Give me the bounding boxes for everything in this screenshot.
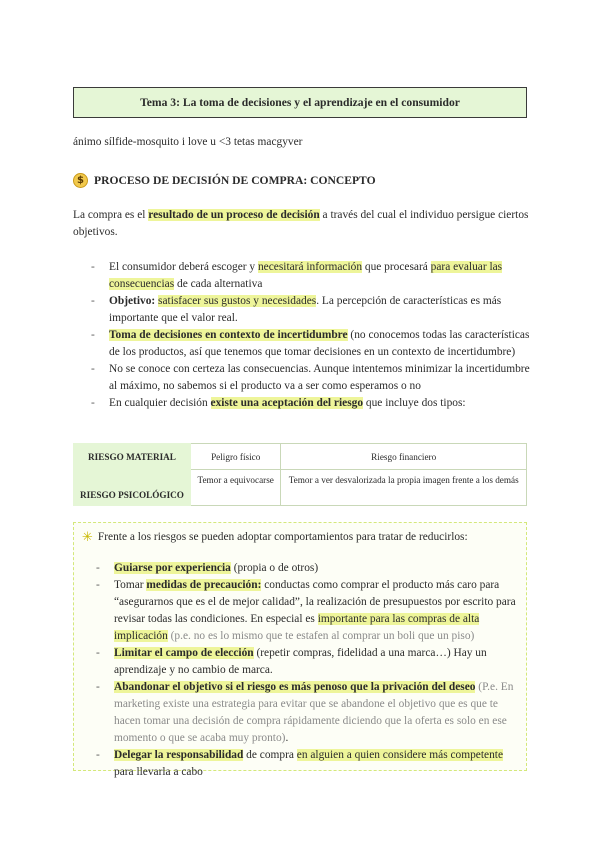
risk-table-cell: Temor a ver desvalorizada la propia imagen frente a los demás bbox=[281, 470, 527, 506]
intro-line: ánimo sílfide-mosquito i love u <3 tetas macgyver bbox=[73, 136, 303, 148]
list-item: - Tomar medidas de precaución: conductas como comprar el producto más caro para “asegurarnos que es el de mejor calidad”, la realización de presupuestos por escrito para revisar todas las condiciones. En especial es importante para las compras de alta implicación (p.e. no es lo mismo que te estafen al comprar un boli que un piso) bbox=[80, 577, 524, 645]
list-item: - Guiarse por experiencia (propia o de otros) bbox=[80, 560, 524, 577]
list-item: - Toma de decisiones en contexto de incertidumbre (no conocemos todas las características de los productos, así que tenemos que tomar decisiones en un contexto de incertidumbre) bbox=[73, 327, 535, 361]
document-title bbox=[73, 87, 527, 118]
concept-paragraph bbox=[73, 207, 533, 241]
risk-strategies-callout bbox=[73, 522, 527, 778]
callout-heading-text: Frente a los riesgos se pueden adoptar comportamientos para tratar de reducirlos: bbox=[97, 531, 468, 543]
list-item: - Abandonar el objetivo si el riesgo es más penoso que la privación del deseo (P.e. En marketing existe una estrategia para evitar que se abandone el objetivo que es que te hacen tomar una decisión de compra rápidamente diciendo que la oferta es solo en ese momento o que se acaba muy pronto). bbox=[80, 679, 524, 747]
concept-list bbox=[73, 259, 535, 412]
strategies-list bbox=[80, 560, 524, 781]
risk-table-cell: Peligro físico bbox=[191, 444, 281, 470]
paragraph-highlight: resultado de un proceso de decisión bbox=[148, 209, 320, 221]
risk-table bbox=[73, 443, 527, 506]
risk-table-cell: Temor a equivocarse bbox=[191, 470, 281, 506]
risk-table-cell: Riesgo financiero bbox=[281, 444, 527, 470]
document-title-text: Tema 3: La toma de decisiones y el aprendizaje en el consumidor bbox=[140, 96, 460, 109]
list-item: - En cualquier decisión existe una aceptación del riesgo que incluye dos tipos: bbox=[73, 395, 535, 412]
money-bag-icon: $ bbox=[73, 173, 88, 188]
callout-heading bbox=[82, 529, 468, 546]
section-heading bbox=[73, 172, 376, 189]
list-item: - El consumidor deberá escoger y necesitará información que procesará para evaluar las consecuencias de cada alternativa bbox=[73, 259, 535, 293]
paragraph-text: La compra es el bbox=[73, 209, 149, 221]
list-item: - Objetivo: satisfacer sus gustos y necesidades. La percepción de características es más importante que el valor real. bbox=[73, 293, 535, 327]
sun-icon: ✳ bbox=[82, 530, 93, 545]
section-heading-text: PROCESO DE DECISIÓN DE COMPRA: CONCEPTO bbox=[94, 174, 376, 187]
list-item: - Delegar la responsabilidad de compra en alguien a quien considere más competente para llevarla a cabo bbox=[80, 747, 524, 781]
list-item: - Limitar el campo de elección (repetir compras, fidelidad a una marca…) Hay un aprendizaje y no cambio de marca. bbox=[80, 645, 524, 679]
list-item: - No se conoce con certeza las consecuencias. Aunque intentemos minimizar la incertidumbre al máximo, no sabemos si el producto va a ser como esperamos o no bbox=[73, 361, 535, 395]
paragraph-text-end: a través del cual el individuo persigue ciertos objetivos. bbox=[73, 209, 529, 238]
risk-material-label: RIESGO MATERIAL bbox=[74, 444, 191, 470]
risk-psych-label: RIESGO PSICOLÓGICO bbox=[74, 470, 191, 506]
